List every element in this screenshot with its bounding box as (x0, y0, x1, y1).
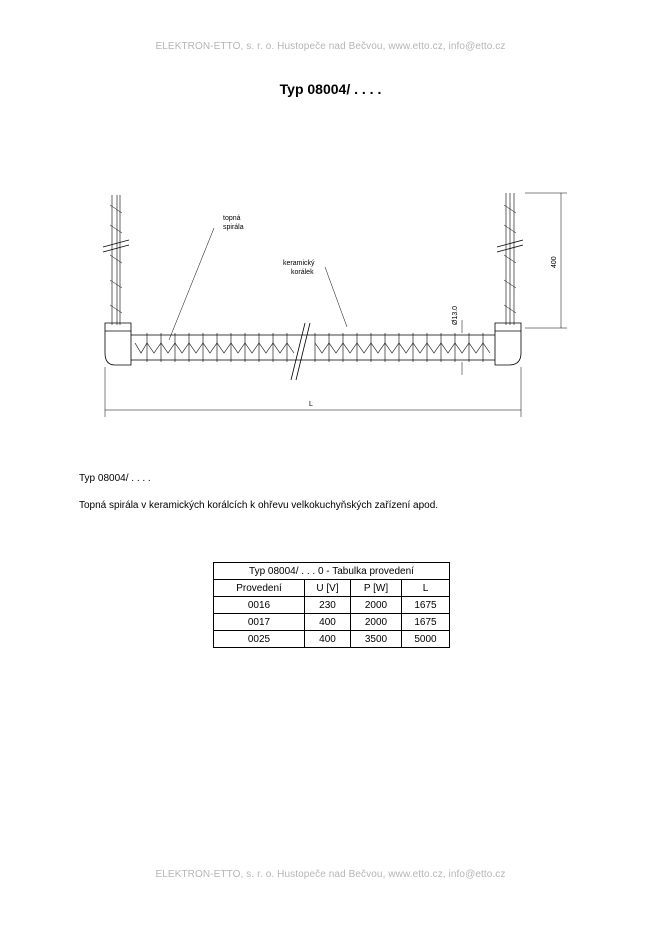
table-caption: Typ 08004/ . . . 0 - Tabulka provedení (214, 563, 450, 580)
cell-length: 5000 (402, 631, 450, 648)
dim-length: L (309, 401, 313, 408)
table-row (214, 614, 450, 631)
cell-length: 1675 (402, 614, 450, 631)
cell-power: 2000 (351, 614, 402, 631)
col-header-provedeni: Provedení (214, 580, 305, 597)
page-footer: ELEKTRON-ETTO, s. r. o. Hustopeče nad Bečvou, www.etto.cz, info@etto.cz (155, 869, 506, 880)
heater-drawing (95, 185, 575, 425)
dim-height: 400 (551, 256, 558, 268)
label-bead-line1: keramický (283, 260, 315, 267)
cell-power: 2000 (351, 597, 402, 614)
table-row (214, 597, 450, 614)
page-title: Typ 08004/ . . . . (279, 81, 382, 97)
cell-voltage: 400 (305, 631, 351, 648)
cell-provedeni: 0025 (214, 631, 305, 648)
col-header-length: L (402, 580, 450, 597)
product-description: Topná spirála v keramických korálcích k ohřevu velkokuchyňských zařízení apod. (79, 500, 439, 511)
label-spiral-line1: topná (223, 215, 241, 222)
cell-length: 1675 (402, 597, 450, 614)
cell-voltage: 400 (305, 614, 351, 631)
cell-voltage: 230 (305, 597, 351, 614)
spec-table (213, 562, 450, 648)
label-spiral-line2: spirála (223, 224, 244, 231)
section-subtitle: Typ 08004/ . . . . (79, 473, 151, 484)
col-header-power: P [W] (351, 580, 402, 597)
label-bead-line2: korálek (291, 269, 314, 276)
dim-diameter: Ø13.0 (452, 305, 459, 325)
col-header-voltage: U [V] (305, 580, 351, 597)
table-header-row (214, 580, 450, 597)
cell-provedeni: 0017 (214, 614, 305, 631)
page-header: ELEKTRON-ETTO, s. r. o. Hustopeče nad Bečvou, www.etto.cz, info@etto.cz (155, 41, 506, 52)
cell-power: 3500 (351, 631, 402, 648)
table-row (214, 631, 450, 648)
cell-provedeni: 0016 (214, 597, 305, 614)
